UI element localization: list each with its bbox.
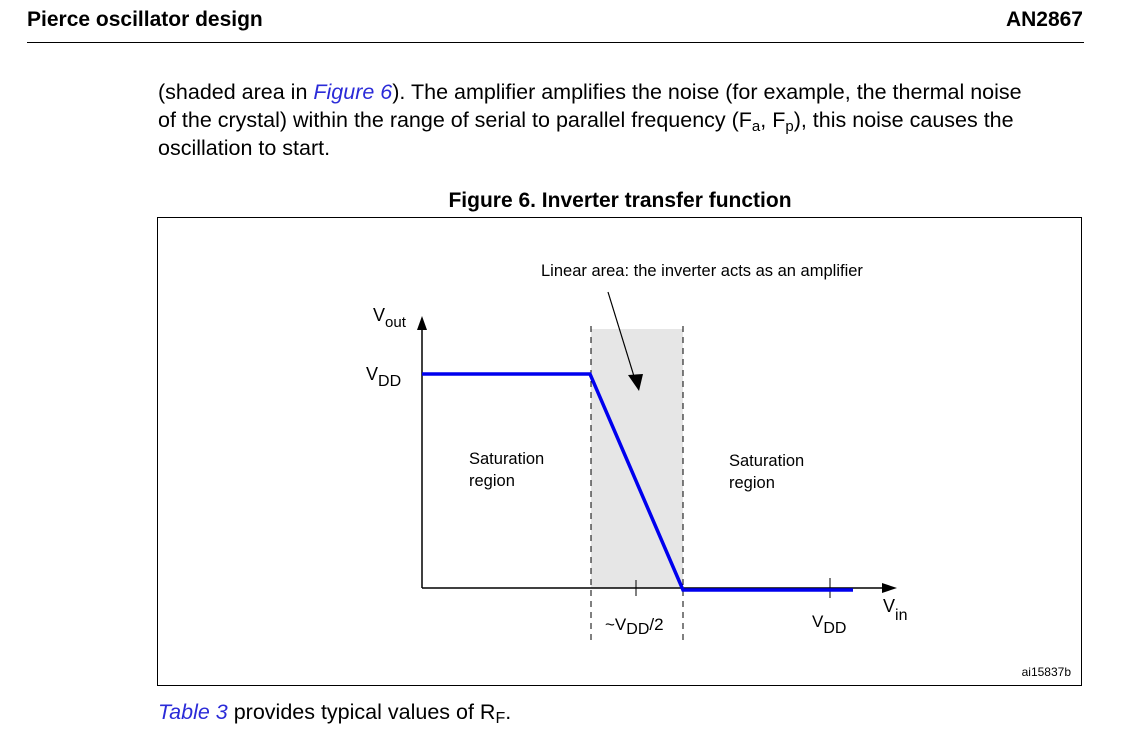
x-vdd-label: VDD [812,612,847,637]
subscript-f: F [495,710,506,727]
left-region-label: region [469,472,515,490]
subscript-a: a [751,118,761,135]
sentence-end: . [505,700,512,724]
figure-6-link[interactable]: Figure 6 [313,80,393,104]
figure-id: ai15837b [1021,665,1071,679]
subscript-p: p [785,118,794,135]
paragraph-text: ), this noise causes the [793,108,1014,132]
paragraph-text: (shaded area in [158,80,314,104]
sentence-text: provides typical values of R [227,700,496,724]
table-reference-sentence [158,700,511,725]
right-saturation-label: Saturation [729,452,805,470]
paragraph-text: of the crystal) within the range of serial to parallel frequency (F [158,108,752,132]
paragraph-text: , F [760,108,786,132]
y-axis-label: $V_{out}$ [373,305,406,331]
table-3-link[interactable]: Table 3 [158,700,228,724]
right-region-label: region [729,474,775,492]
x-axis-label: Vin [883,596,908,624]
annotation-label: Linear area: the inverter acts as an amplifier [541,262,863,280]
linear-area-shading [591,329,683,588]
section-title: Pierce oscillator design [27,8,263,31]
y-axis-arrow [417,316,427,330]
left-saturation-label: Saturation [469,450,545,468]
paragraph-line-3: oscillation to start. [158,136,331,160]
document-id: AN2867 [1005,8,1083,31]
half-vdd-label: ~VDD/2 [605,615,664,638]
vdd-level-label: VDD [366,364,402,390]
x-axis-arrow [882,583,897,593]
paragraph-text: ). The amplifier amplifies the noise (for example, the thermal noise [392,80,1022,104]
figure-title: Figure 6. Inverter transfer function [448,189,792,212]
